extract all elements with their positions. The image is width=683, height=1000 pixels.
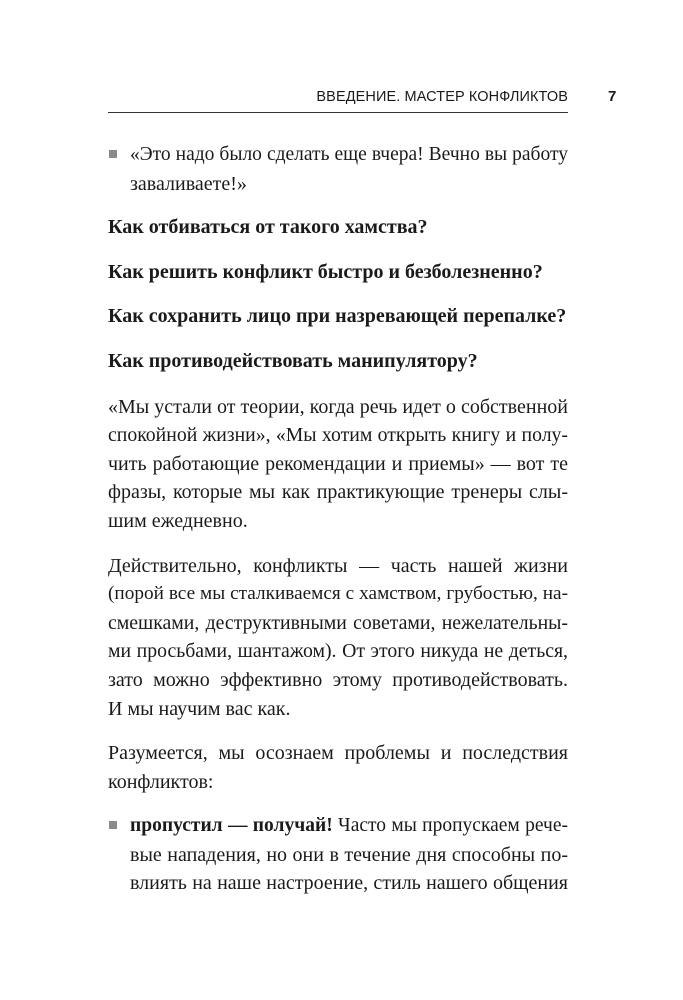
text-line: «Мы устали от теории, когда речь идет о собственной: [108, 395, 568, 418]
text-line: спокойной жизни», «Мы хотим открыть книгу и полу-: [108, 424, 568, 447]
text-line: (порой все мы сталкиваемся с хамством, грубостью, на-: [108, 583, 568, 605]
text-fragment: Часто мы пропускаем рече-: [332, 815, 568, 837]
text-line: вые нападения, но они в течение дня способны по-: [130, 843, 568, 866]
text-line: Действительно, конфликты — часть нашей жизни: [108, 554, 568, 577]
square-bullet-icon: [109, 150, 117, 158]
bullet-item-missed-attack: [108, 812, 568, 898]
text-line: «Это надо было сделать еще вчера! Вечно вы работу: [130, 144, 568, 165]
bold-lead: пропустил — получай!: [130, 815, 333, 837]
text-line: заваливаете!»: [130, 172, 247, 195]
text-line: Разумеется, мы осознаем проблемы и последствия: [108, 742, 568, 765]
text-line: [130, 812, 568, 841]
header-rule: [108, 112, 568, 113]
text-line: зато можно эффективно этому противодействовать.: [108, 668, 568, 691]
text-line: фразы, которые мы как практикующие тренеры слы-: [108, 481, 568, 504]
question-line: Как сохранить лицо при назревающей перепалке?: [108, 305, 567, 328]
page-body: [108, 141, 568, 898]
running-head: ВВЕДЕНИЕ. МАСТЕР КОНФЛИКТОВ: [316, 89, 568, 105]
text-line: И мы научим вас как.: [108, 697, 291, 720]
paragraph-conflicts: [108, 552, 568, 724]
text-line: чить работающие рекомендации и приемы» — вот те: [108, 452, 568, 475]
text-line: шим ежедневно.: [108, 509, 248, 532]
bullet-item-quote: [108, 141, 568, 198]
paragraph-intro-quotes: [108, 393, 568, 536]
paragraph-consequences: [108, 739, 568, 796]
page-header: [108, 88, 568, 112]
question-line: Как решить конфликт быстро и безболезненно?: [108, 260, 543, 283]
text-line: смешками, деструктивными советами, нежелательны-: [108, 611, 568, 634]
question-line: Как отбиваться от такого хамства?: [108, 216, 428, 239]
text-line: конфликтов:: [108, 770, 214, 793]
text-line: влиять на наше настроение, стиль нашего общения: [130, 872, 568, 895]
text-line: ми просьбами, шантажом). От этого никуда не деться,: [108, 640, 568, 663]
question-line: Как противодействовать манипулятору?: [108, 349, 478, 372]
square-bullet-icon: [109, 821, 117, 829]
page-number: 7: [608, 88, 617, 105]
